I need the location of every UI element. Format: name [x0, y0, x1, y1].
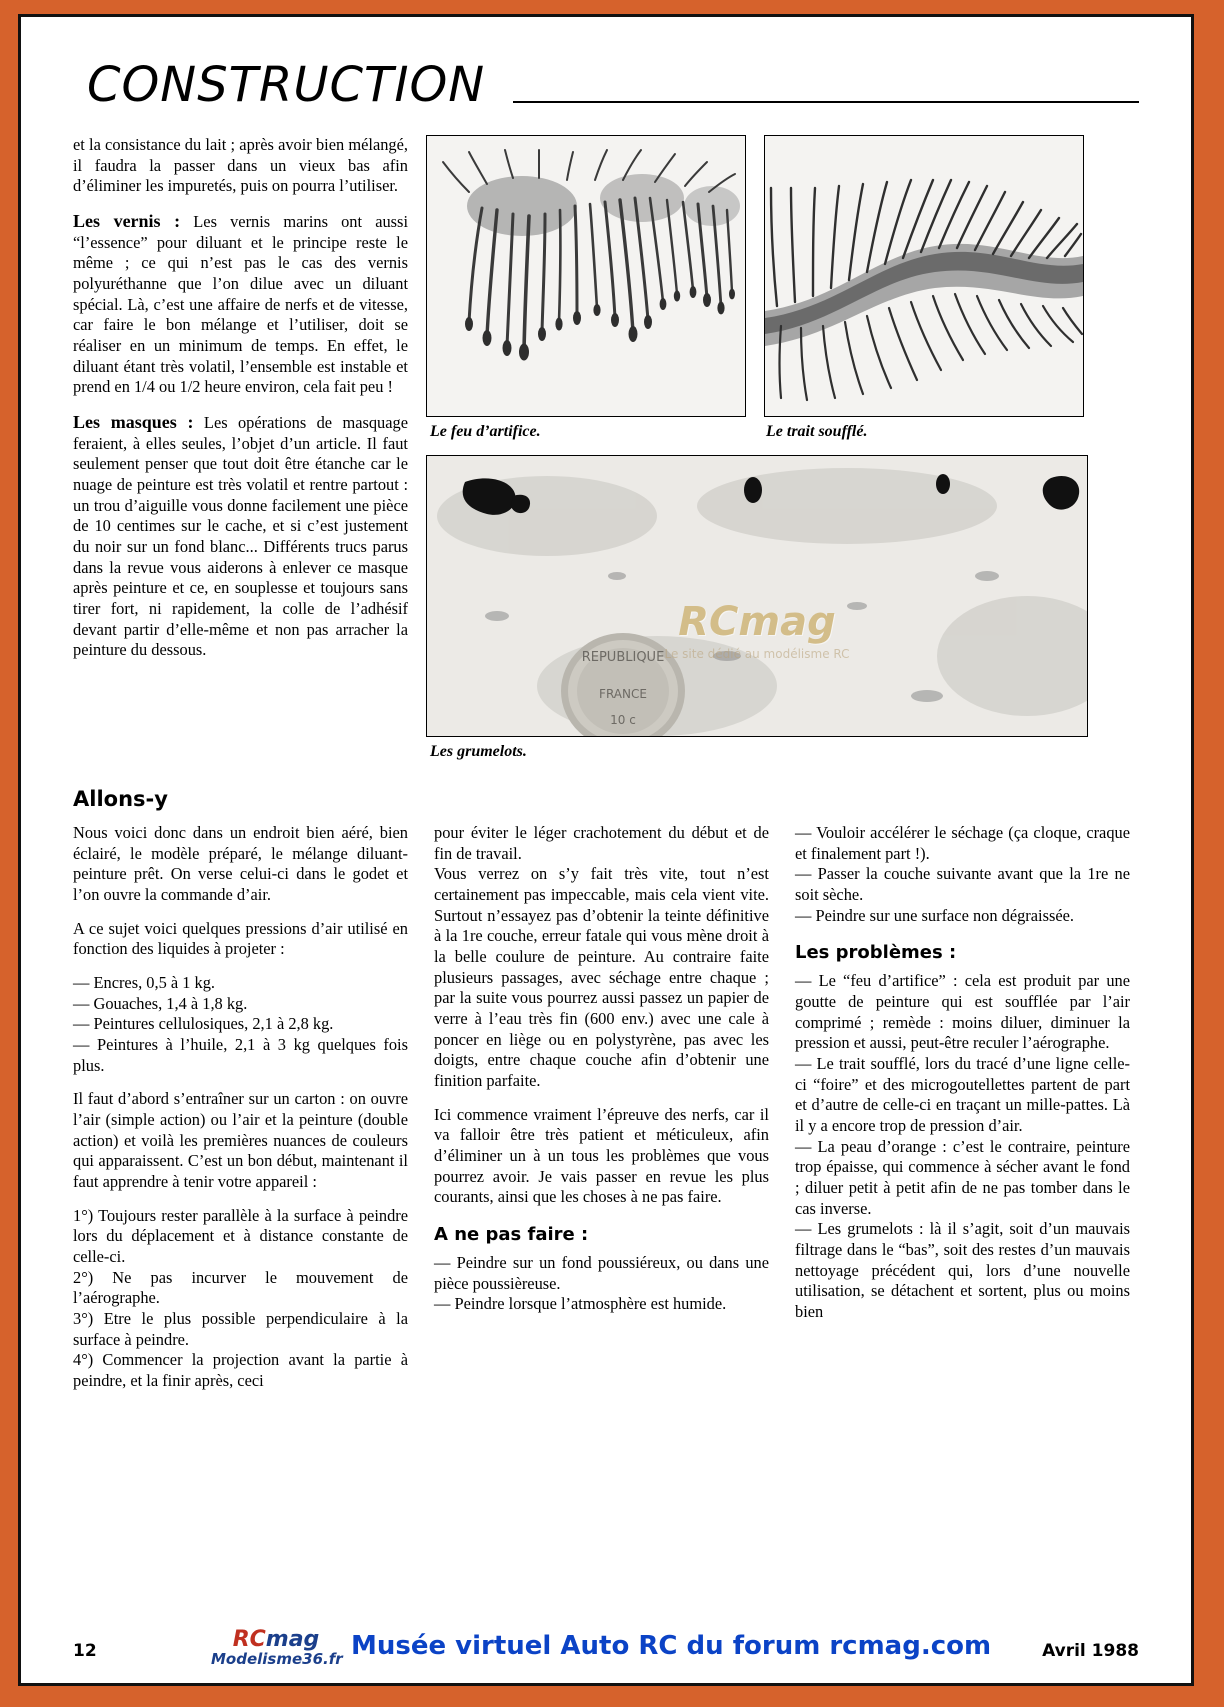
paragraph: Ici commence vraiment l’épreuve des nerfs, car il va falloir être très patient et méticuleux, afin d’éliminer un à un tous les problèmes que vous pourrez avoir. Je vais passer en revue les plus courants, ainsi que les choses à ne pas faire. — [434, 1104, 769, 1207]
body-column-2 — [434, 823, 769, 1405]
top-section — [73, 135, 1139, 761]
list-item: — Passer la couche suivante avant que la 1re ne soit sèche. — [795, 864, 1130, 905]
paragraph: — Le trait soufflé, lors du tracé d’une ligne celle-ci “foire” et des microgoutellettes partent de part et d’autre de celle-ci en traçant un mille-pattes. Là il y a encore trop de pression d’air. — [795, 1054, 1130, 1136]
page-title: CONSTRUCTION — [87, 57, 486, 113]
photo-watermark-sub: Le site dédié au modélisme RC — [664, 646, 850, 661]
paragraph: — Le “feu d’artifice” : cela est produit par une goutte de peinture qui est soufflée par l’air comprimé ; remède : moins diluer, diminuer la pression et aussi, peut-être reculer l’aérographe. — [795, 971, 1130, 1053]
photo-feu-d-artifice — [426, 135, 746, 417]
paragraph-intro: et la consistance du lait ; après avoir bien mélangé, il faudra la passer dans un vieux bas afin d’éliminer les impuretés, puis on pourra l’utiliser. — [73, 135, 408, 196]
paragraph: — La peau d’orange : c’est le contraire, peinture trop épaisse, qui commence à sécher avant le fond ; diluer petit à petit afin de ne pas tomber dans le cas inverse. — [795, 1136, 1130, 1218]
page-header — [73, 57, 1139, 121]
subsection-title-a-ne-pas-faire: A ne pas faire : — [434, 1224, 589, 1246]
body-column-1 — [73, 823, 408, 1405]
list-item: — Vouloir accélérer le séchage (ça cloque, craque et finalement part !). — [795, 823, 1130, 863]
photo-trait-souffle — [764, 135, 1084, 417]
header-rule — [513, 101, 1139, 103]
left-text-column — [73, 135, 408, 761]
rcmag-logo — [211, 1629, 341, 1667]
photo-grumelots — [426, 455, 1088, 737]
page-footer — [21, 1623, 1191, 1673]
three-column-body — [73, 823, 1139, 1405]
photo-column — [426, 135, 1139, 761]
logo-subtitle: Modelisme36.fr — [211, 1650, 343, 1668]
list-item: 4°) Commencer la projection avant la partie à peindre, et la finir après, ceci — [73, 1350, 408, 1391]
caption-trait-souffle: Le trait soufflé. — [766, 423, 868, 440]
photo-grumelots-artwork — [427, 456, 1087, 736]
svg-text:10 c: 10 c — [610, 713, 636, 727]
paragraph: A ce sujet voici quelques pressions d’air utilisé en fonction des liquides à projeter : — [73, 918, 408, 959]
paragraph: Nous voici donc dans un endroit bien aéré, bien éclairé, le modèle préparé, le mélange diluant-peinture prêt. On verse celui-ci dans le godet et l’on ouvre la commande d’air. — [73, 823, 408, 905]
body-column-3 — [795, 823, 1130, 1405]
paragraph: Vous verrez on s’y fait très vite, tout n’est certainement pas impeccable, mais cela vient vite. Surtout n’essayez pas d’obtenir la teinte définitive à la 1re couche, erreur fatale qui vous mène droit à la belle coulure de peinture. Au contraire faite plusieurs passages, avec séchage entre chaque ; par la suite vous pourrez aussi passez un papier de verre à l’eau très fin (600 env.) avec une cale à poncer en liège ou en polystyrène, pas avec les doigts, entre chaque couche afin d’obtenir une finition parfaite. — [434, 864, 769, 1091]
list-item: — Peintures cellulosiques, 2,1 à 2,8 kg. — [73, 1014, 334, 1034]
photo-feu-artwork — [427, 136, 745, 416]
logo-mag-text: mag — [265, 1627, 320, 1652]
text-masques: Les opérations de masquage feraient, à elles seules, l’objet d’un article. Il faut seulement penser que tout doit être étanche car le nuage de peinture est très volatil et rentre partout : un trou d’aiguille vous donne facilement une pièce de 10 centimes sur le cache, et si c’est justement du noir sur un fond blanc... Différents trucs parus dans la revue vous aiderons à enlever ce masque après peinture et ce, en souplesse et toujours sans tirer fort, ni rapidement, la colle de l’adhésif devant partir d’elle-même et non pas arracher la peinture du dessous. — [73, 413, 408, 660]
subsection-title-les-problemes: Les problèmes : — [795, 942, 957, 964]
lead-masques: Les masques : — [73, 412, 194, 433]
magazine-page — [18, 14, 1194, 1686]
paragraph: Il faut d’abord s’entraîner sur un carton : on ouvre l’air (simple action) ou l’air et la peinture (double action) et voilà les premières nuances de couleurs qui apparaissent. C’est un bon début, maintenant il faut apprendre à tenir votre appareil : — [73, 1089, 408, 1192]
paragraph-masques — [73, 411, 408, 661]
photo-row-top — [426, 135, 1139, 417]
list-item: 3°) Etre le plus possible perpendiculaire à la surface à peindre. — [73, 1309, 408, 1349]
caption-feu-d-artifice: Le feu d’artifice. — [430, 423, 541, 440]
paragraph-vernis — [73, 210, 408, 398]
list-item: — Peindre sur une surface non dégraissée. — [795, 905, 1075, 925]
photo-watermark-text: RCmag — [678, 598, 836, 645]
section-title-allons-y: Allons-y — [73, 787, 168, 811]
page-number: 12 — [73, 1641, 97, 1661]
logo-rc-text: RC — [232, 1627, 266, 1652]
list-item: 2°) Ne pas incurver le mouvement de l’aérographe. — [73, 1267, 408, 1308]
paragraph: — Les grumelots : là il s’agit, soit d’un mauvais filtrage dans le “bas”, soit des restes d’un mauvais nettoyage précédent qui, lors d’une nouvelle utilisation, se détachent et sortent, plus ou moins bien — [795, 1219, 1130, 1322]
photo-trait-artwork — [765, 136, 1083, 416]
caption-row — [426, 417, 1139, 441]
bottom-watermark: Musée virtuel Auto RC du forum rcmag.com — [351, 1631, 992, 1661]
list-item: — Gouaches, 1,4 à 1,8 kg. — [73, 993, 248, 1013]
svg-text:REPUBLIQUE: REPUBLIQUE — [581, 650, 665, 665]
issue-date: Avril 1988 — [1042, 1641, 1139, 1661]
svg-text:FRANCE: FRANCE — [599, 687, 647, 701]
paragraph: pour éviter le léger crachotement du début et de fin de travail. — [434, 823, 769, 863]
caption-grumelots: Les grumelots. — [430, 743, 527, 760]
list-item: 1°) Toujours rester parallèle à la surface à peindre lors du déplacement et à distance constante de celle-ci. — [73, 1205, 408, 1267]
list-item: — Peindre lorsque l’atmosphère est humide. — [434, 1294, 727, 1314]
list-item: — Peintures à l’huile, 2,1 à 3 kg quelques fois plus. — [73, 1035, 408, 1075]
list-item: — Peindre sur un fond poussiéreux, ou dans une pièce poussièreuse. — [434, 1253, 769, 1293]
list-item: — Encres, 0,5 à 1 kg. — [73, 973, 216, 993]
lead-vernis: Les vernis : — [73, 211, 181, 232]
text-vernis: Les vernis marins ont aussi “l’essence” pour diluant et le principe reste le même ; ce qui n’est pas le cas des vernis polyuréthanne que l’on dilue avec un diluant spécial. Là, c’est une affaire de nerfs et de vitesse, car faire le bon mélange et l’utiliser, doit se réaliser en un minimum de temps. En effet, le diluant étant très volatil, l’ensemble est instable et prend en 1/4 ou 1/2 heure environ, cela fait peu ! — [73, 212, 408, 397]
